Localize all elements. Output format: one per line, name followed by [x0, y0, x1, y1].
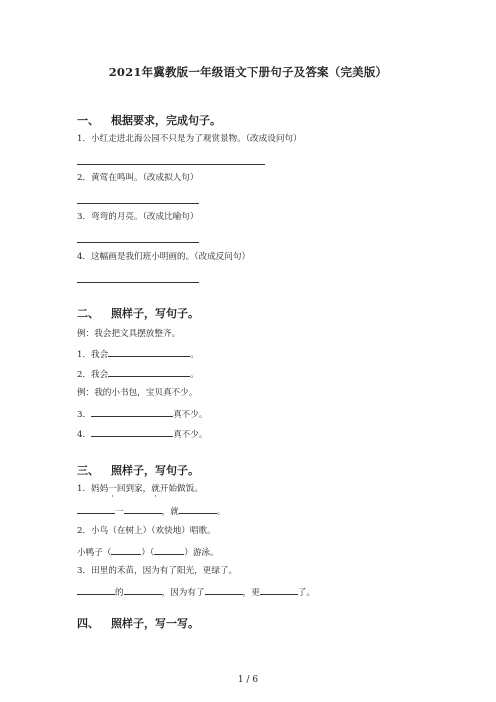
s2-q4-tail: 真不少。: [173, 430, 208, 440]
s3-p3-blank-2[interactable]: [124, 586, 162, 595]
s2-q2-prefix: 2．我会: [77, 370, 109, 380]
section-4-title: 照样子，写一写。: [111, 617, 199, 630]
s2-q2-blank[interactable]: [108, 368, 190, 377]
page-number: 1 / 6: [237, 675, 259, 685]
s1-answer-line-1[interactable]: [77, 164, 265, 165]
s1-question-3: 3．弯弯的月亮。（改成比喻句）: [77, 212, 199, 222]
s3-duck-part-c: ）游泳。: [184, 548, 219, 558]
s2-q4-prefix: 4．: [77, 430, 92, 440]
s1-question-2: 2．黄莺在鸣叫。（改成拟人句）: [77, 173, 199, 183]
s3-p3-de: 的: [115, 588, 124, 598]
s3-duck-sentence: [77, 546, 219, 559]
s3-p1-end: 。: [216, 507, 226, 517]
s2-q3-prefix: 3．: [77, 410, 92, 420]
s3-duck-blank-2[interactable]: [154, 546, 184, 555]
s3-duck-part-b: ）（: [141, 548, 155, 558]
s1-answer-line-2[interactable]: [77, 203, 199, 204]
s3-p3-blank-4[interactable]: [260, 586, 298, 595]
s3-q1-part-a: 1．妈妈: [77, 484, 109, 494]
s3-practice-3: [77, 586, 315, 599]
s1-question-4: 4．这幅画是我们班小明画的。（改成反问句）: [77, 252, 251, 262]
s3-p1-blank-2[interactable]: [124, 505, 162, 514]
s3-p3-geng: ，更: [242, 588, 260, 598]
s3-p1-comma: ，: [161, 507, 171, 517]
s2-q1-end: 。: [190, 350, 199, 360]
s3-question-3: 3．田里的禾苗，因为有了阳光，更绿了。: [77, 566, 238, 576]
s3-question-1: [77, 484, 203, 495]
s3-question-2: 2．小鸟（在树上）（欢快地）唱歌。: [77, 526, 216, 536]
section-3-number: 三、: [77, 464, 99, 477]
s3-q1-jiu: 就: [151, 484, 160, 494]
s3-duck-part-a: 小鸭子（: [77, 548, 112, 558]
s1-answer-line-3[interactable]: [77, 242, 199, 243]
s2-q1-blank[interactable]: [108, 348, 190, 357]
section-1-number: 一、: [77, 114, 99, 127]
section-3-heading: [77, 462, 199, 478]
section-3-title: 照样子，写句子。: [111, 464, 199, 477]
s2-q1-prefix: 1．我会: [77, 350, 109, 360]
s2-q3-tail: 真不少。: [173, 410, 208, 420]
s3-practice-1: [77, 505, 225, 518]
s3-duck-blank-1[interactable]: [111, 546, 141, 555]
s1-question-1: 1．小红走进北海公园不只是为了观赏景物。（改成设问句）: [77, 134, 302, 144]
s3-q1-part-e: 开始做饭。: [159, 484, 203, 494]
section-4-heading: [77, 615, 199, 631]
page-title: 2021年冀教版一年级语文下册句子及答案（完美版）: [108, 65, 388, 79]
s3-p3-blank-1[interactable]: [77, 586, 115, 595]
section-1-title: 根据要求，完成句子。: [111, 114, 221, 127]
s2-q2-end: 。: [190, 370, 199, 380]
section-4-number: 四、: [77, 617, 99, 630]
s3-q1-part-c: 回到家，: [116, 484, 152, 494]
s2-question-3: [77, 408, 207, 421]
s3-p1-blank-1[interactable]: [77, 505, 115, 514]
s2-question-4: [77, 428, 207, 441]
s2-q3-blank[interactable]: [91, 408, 173, 417]
s2-question-2: [77, 368, 199, 381]
s3-p1-jiu: 就: [170, 507, 179, 517]
s2-question-1: [77, 348, 199, 361]
s2-q4-blank[interactable]: [91, 428, 173, 437]
section-2-heading: [77, 305, 199, 321]
s2-example-2: 例：我的小书包，宝贝真不少。: [77, 388, 198, 398]
s3-p1-yi: 一: [115, 507, 124, 517]
s3-p3-blank-3[interactable]: [205, 586, 243, 595]
s3-p3-le: 了。: [297, 588, 315, 598]
s3-p3-because: ，因为有了: [161, 588, 205, 598]
section-1-heading: [77, 112, 221, 128]
s3-p1-blank-3[interactable]: [179, 505, 217, 514]
section-2-title: 照样子，写句子。: [111, 307, 199, 320]
s1-answer-line-4[interactable]: [77, 282, 199, 283]
section-2-number: 二、: [77, 307, 99, 320]
s2-example-1: 例：我会把文具摆放整齐。: [77, 329, 181, 339]
s3-q1-yi: 一: [108, 484, 117, 494]
